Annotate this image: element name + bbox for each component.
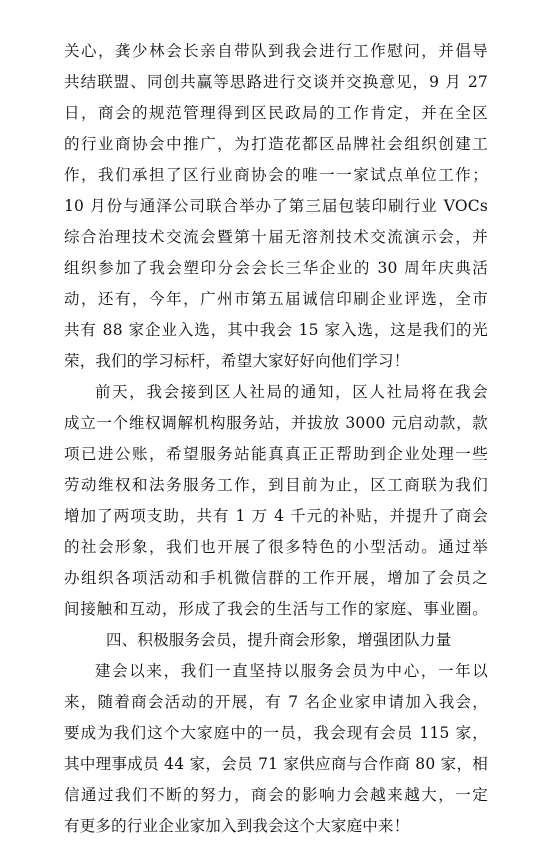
text-line: 成立一个维权调解机构服务站，并拔放 3000 元启动款，款 bbox=[64, 414, 488, 432]
text-line: 共结联盟、同创共赢等思路进行交谈并交换意见，9 月 27 bbox=[64, 73, 488, 91]
text-line: 的行业商协会中推广，为打造花都区品牌社会组织创建工 bbox=[64, 135, 488, 153]
text-line: 综合治理技术交流会暨第十届无溶剂技术交流演示会，并 bbox=[64, 228, 488, 246]
text-line: 荣，我们的学习标杆，希望大家好好向他们学习！ bbox=[64, 352, 410, 370]
text-line: 增加了两项支助，共有 1 万 4 千元的补贴，并提升了商会 bbox=[64, 507, 488, 525]
text-line: 组织参加了我会塑印分会会长三华企业的 30 周年庆典活 bbox=[64, 259, 488, 277]
text-line: 间接触和互动，形成了我会的生活与工作的家庭、事业圈。 bbox=[64, 600, 488, 618]
text-line: 建会以来，我们一直坚持以服务会员为中心，一年以 bbox=[95, 662, 488, 680]
text-line: 作，我们承担了区行业商协会的唯一一家试点单位工作； bbox=[64, 166, 488, 184]
text-line: 的社会形象，我们也开展了很多特色的小型活动。通过举 bbox=[64, 538, 488, 556]
text-line: 信通过我们不断的努力，商会的影响力会越来越大，一定 bbox=[64, 786, 488, 804]
text-line: 前天，我会接到区人社局的通知，区人社局将在我会 bbox=[95, 383, 488, 401]
text-line: 来，随着商会活动的开展，有 7 名企业家申请加入我会， bbox=[64, 693, 488, 711]
text-line: 10 月份与通泽公司联合举办了第三届包装印刷行业 VOCs bbox=[64, 197, 488, 215]
text-line: 动，还有，今年，广州市第五届诚信印刷企业评选，全市 bbox=[64, 290, 488, 308]
text-line: 办组织各项活动和手机微信群的工作开展，增加了会员之 bbox=[64, 569, 488, 587]
text-line: 要成为我们这个大家庭中的一员，我会现有会员 115 家， bbox=[64, 724, 488, 742]
text-line: 日，商会的规范管理得到区民政局的工作肯定，并在全区 bbox=[64, 104, 488, 122]
text-line: 关心，龚少林会长亲自带队到我会进行工作慰问，并倡导 bbox=[64, 42, 488, 60]
text-line: 其中理事成员 44 家，会员 71 家供应商与合作商 80 家，相 bbox=[64, 755, 488, 773]
text-line: 劳动维权和法务服务工作，到目前为止，区工商联为我们 bbox=[64, 476, 488, 494]
text-line: 有更多的行业企业家加入到我会这个大家庭中来！ bbox=[64, 817, 410, 835]
document-body bbox=[64, 36, 488, 842]
text-line: 共有 88 家企业入选，其中我会 15 家入选，这是我们的光 bbox=[64, 321, 488, 339]
text-line: 项已进公账，希望服务站能真真正正帮助到企业处理一些 bbox=[64, 445, 488, 463]
section-heading: 四、积极服务会员，提升商会形象，增强团队力量 bbox=[106, 631, 452, 649]
